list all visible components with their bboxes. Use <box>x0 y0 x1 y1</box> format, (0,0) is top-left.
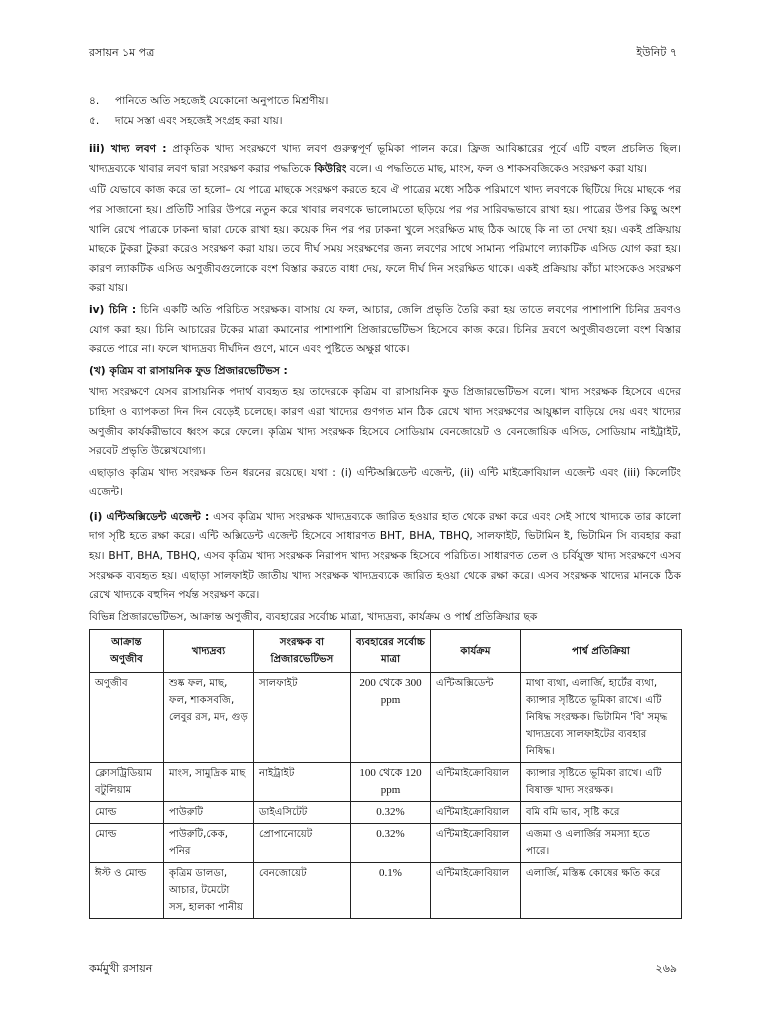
table-cell: এন্টিমাইক্রোবিয়াল <box>431 763 521 802</box>
table-cell: বেনজোয়েট <box>254 863 351 919</box>
table-cell: এলার্জি, মস্তিষ্ক কোষের ক্ষতি করে <box>521 863 682 919</box>
table-cell: 0.1% <box>351 863 431 919</box>
table-cell: ক্যান্সার সৃষ্টিতে ভূমিকা রাখে। এটি বিষাক্ত খাদ্য সংরক্ষক। <box>521 763 682 802</box>
table-row <box>90 863 682 919</box>
table-cell: শুষ্ক ফল, মাছ, ফল, শাকসবজি, লেবুর রস, মদ, গুড় <box>164 673 254 763</box>
table-cell: ডাইএসিটেট <box>254 802 351 824</box>
salt-paragraph <box>89 140 681 179</box>
list-item-number: ৫. <box>89 114 100 127</box>
list-item-text: পানিতে অতি সহজেই যেকোনো অনুপাতে মিশ্রণীয়। <box>115 95 329 107</box>
table-cell: ক্লোসট্রিডিয়াম বটুলিয়াম <box>90 763 164 802</box>
antioxidant-paragraph <box>89 508 681 606</box>
table-cell: মাথা ব্যথা, এলার্জি, হার্টের ব্যথা, ক্যান্সার সৃষ্টিতে ভূমিকা রাখে। এটি নিষিদ্ধ সংরক্ষক। ভিটামিন 'বি' সমৃদ্ধ খাদ্যদ্রব্যে সালফাইটের ব্যবহার নিষিদ্ধ। <box>521 673 682 763</box>
table-cell: মোল্ড <box>90 824 164 863</box>
sugar-text: চিনি একটি অতি পরিচিত সংরক্ষক। বাসায় যে ফল, আচার, জেলি প্রভৃতি তৈরি করা হয় তাতে লবণের পাশাপাশি চিনির দ্রবণও যোগ করা হয়। চিনি আচারের টকের মাত্রা কমানোর পাশাপাশি প্রিজারভেটিভস হিসেবে কাজ করে। চিনির দ্রবণে অণুজীবগুলো বংশ বিস্তার করতে পারে না। ফলে খাদ্যদ্রব্য দীর্ঘদিন গুণে, মানে এবং পুষ্টিতে অক্ষুণ্ণ থাকে। <box>89 303 682 356</box>
table-cell: কৃত্রিম ডালডা, আচার, টমেটো সস, হালকা পানীয় <box>164 863 254 919</box>
table-cell: এন্টিমাইক্রোবিয়াল <box>431 863 521 919</box>
artificial-paragraph: খাদ্য সংরক্ষণে যেসব রাসায়নিক পদার্থ ব্যবহৃত হয় তাদেরকে কৃত্রিম বা রাসায়নিক ফুড প্রিজারভেটিভস বলে। খাদ্য সংরক্ষক হিসেবে এদের চাহিদা ও ব্যাপকতা দিন দিন বেড়েই চলেছে। কারণ এরা খাদ্যের গুণগত মান ঠিক রেখে খাদ্য সংরক্ষণের আয়ুষ্কাল বাড়িয়ে দেয় এবং খাদ্যের অণুজীব কার্যকরীভাবে ধ্বংস করে ফেলে। কৃত্রিম খাদ্য সংরক্ষক হিসেবে সোডিয়াম বেনজোয়েট ও বেনজোয়িক এসিড, সোডিয়াম নাইট্রাইট, সরবেট প্রভৃতি উল্লেখযোগ্য। <box>89 386 681 458</box>
list-item <box>89 92 681 112</box>
antioxidant-heading: (i) এন্টিঅক্সিডেন্ট এজেন্ট : <box>89 510 210 523</box>
curing-term: কিউরিং <box>314 162 347 175</box>
salt-heading: iii) খাদ্য লবণ : <box>89 143 167 156</box>
table-cell: এন্টিমাইক্রোবিয়াল <box>431 802 521 824</box>
table-cell: অণুজীব <box>90 673 164 763</box>
header-cell-microbe: আক্রান্ত অণুজীব <box>90 630 164 673</box>
header-cell-max-dose: ব্যবহারের সর্বোচ্চ মাত্রা <box>351 630 431 673</box>
table-cell: পাউরুটি <box>164 802 254 824</box>
table-cell: 100 থেকে 120 ppm <box>351 763 431 802</box>
table-cell: সালফাইট <box>254 673 351 763</box>
artificial-preservatives-heading: (খ) কৃত্রিম বা রাসায়নিক ফুড প্রিজারভেটিভস : <box>89 364 288 377</box>
sugar-heading: iv) চিনি : <box>89 303 137 316</box>
list-item <box>89 112 681 132</box>
table-row <box>90 802 682 824</box>
table-cell: এন্টিমাইক্রোবিয়াল <box>431 824 521 863</box>
salt-text: প্রাকৃতিক খাদ্য সংরক্ষণে খাদ্য লবণ গুরুত্বপূর্ণ ভূমিকা পালন করে। ফ্রিজ আবিষ্কারের পূর্বে এটি বহুল প্রচলিত ছিল। খাদ্যদ্রব্যকে খাবার লবণ দ্বারা সংরক্ষণ করার পদ্ধতিকে <box>89 143 682 175</box>
page-header <box>89 44 677 62</box>
antioxidant-text: এসব কৃত্রিম খাদ্য সংরক্ষক খাদ্যদ্রব্যকে জারিত হওয়ার হাত থেকে রক্ষা করে এবং সেই সাথে খাদ্যকে তার কালো দাগ সৃষ্টি হতে রক্ষা করে। এন্টি অক্সিডেন্ট এজেন্ট হিসেবে সাধারণত BHT, BHA, TBHQ, সালফাইট, ভিটামিন ই, ভিটামিন সি ব্যবহার করা হয়। BHT, BHA, TBHQ, এসব কৃত্রিম খাদ্য সংরক্ষক নিরাপদ খাদ্য সংরক্ষক হিসেবে পরিচিত। সাধারণত তেল ও চর্বিযুক্ত খাদ্য সংরক্ষণে এসব সংরক্ষক ব্যবহৃত হয়। এছাড়া সালফাইট জাতীয় খাদ্য সংরক্ষক খাদ্যদ্রব্যকে জারিত হওয়া থেকে রক্ষা করে। এসব সংরক্ষক খাদ্যের মানকে ঠিক রেখে খাদ্যকে বহুদিন পর্যন্ত সংরক্ষণ করে। <box>89 510 681 602</box>
page-number: ২৬৯ <box>655 962 677 975</box>
table-cell: ঈস্ট ও মোল্ড <box>90 863 164 919</box>
table-row <box>90 673 682 763</box>
table-cell: 200 থেকে 300 ppm <box>351 673 431 763</box>
preservatives-table <box>89 629 682 919</box>
header-cell-side-effects: পার্শ্ব প্রতিক্রিয়া <box>521 630 682 673</box>
footer-chapter-title: কর্মমুখী রসায়ন <box>89 962 153 975</box>
salt-text-end: বলে। এ পদ্ধতিতে মাছ, মাংস, ফল ও শাকসবজিকেও সংরক্ষণ করা যায়। <box>346 162 648 175</box>
table-cell: এজমা ও এলার্জির সমস্যা হতে পারে। <box>521 824 682 863</box>
table-cell: 0.32% <box>351 824 431 863</box>
table-caption: বিভিন্ন প্রিজারভেটিভস, আক্রান্ত অণুজীব, ব্যবহারের সর্বোচ্চ মাত্রা, খাদ্যদ্রব্য, কার্যক্রম ও পার্শ্ব প্রতিক্রিয়ার ছক <box>89 610 538 623</box>
header-book-title: রসায়ন ১ম পত্র <box>89 46 155 59</box>
list-item-text: দামে সস্তা এবং সহজেই সংগ্রহ করা যায়। <box>115 114 283 127</box>
table-cell: এন্টিঅক্সিডেন্ট <box>431 673 521 763</box>
table-row <box>90 824 682 863</box>
page-footer <box>89 960 677 978</box>
table-cell: মোল্ড <box>90 802 164 824</box>
table-row <box>90 763 682 802</box>
header-cell-function: কার্যক্রম <box>431 630 521 673</box>
table-cell: বমি বমি ভাব, সৃষ্টি করে <box>521 802 682 824</box>
sugar-paragraph <box>89 301 681 360</box>
list-item-number: ৪. <box>89 95 100 107</box>
salt-method-paragraph: এটি যেভাবে কাজ করে তা হলো– যে পাত্রে মাছকে সংরক্ষণ করতে হবে ঐ পাত্রের মধ্যে সঠিক পরিমাণে খাদ্য লবণকে ছিটিয়ে দিয়ে মাছকে পর পর সাজানো হয়। প্রতিটি সারির উপরে নতুন করে খাবার লবণকে ভালোমতো ছড়িয়ে পর পর সারিবদ্ধভাবে রাখা হয়। পাত্রের উপর কিছু অংশ খালি রেখে পাত্রকে ঢাকনা দ্বারা ঢেকে রাখা হয়। কয়েক দিন পর পর ঢাকনা খুলে সংরক্ষিত মাছ ঠিক আছে কি না তা দেখা হয়। একই প্রক্রিয়ায় মাছকে টুকরা টুকরা করেও সংরক্ষণ করা যায়। তবে দীর্ঘ সময় সংরক্ষণের জন্য লবণের সাথে সামান্য পরিমাণে ল্যাকটিক এসিড যোগ করা হয়। কারণ ল্যাকটিক এসিড অণুজীবগুলোকে বংশ বিস্তার করতে বাধা দেয়, ফলে দীর্ঘ দিন সংরক্ষিত থাকে। একই প্রক্রিয়ায় কাঁচা মাংসকেও সংরক্ষণ করা যায়। <box>89 184 681 295</box>
header-unit: ইউনিট ৭ <box>636 46 677 59</box>
header-cell-preservative: সংরক্ষক বা প্রিজারভেটিভস <box>254 630 351 673</box>
table-cell: মাংস, সামুদ্রিক মাছ <box>164 763 254 802</box>
table-cell: পাউরুটি,কেক, পনির <box>164 824 254 863</box>
artificial-types-paragraph: এছাড়াও কৃত্রিম খাদ্য সংরক্ষক তিন ধরনের রয়েছে। যথা : (i) এন্টিঅক্সিডেন্ট এজেন্ট, (ii) এন্টি মাইক্রোবিয়াল এজেন্ট এবং (iii) কিলেটিং এজেন্ট। <box>89 466 681 499</box>
table-cell: নাইট্রাইট <box>254 763 351 802</box>
header-cell-food: খাদ্যদ্রব্য <box>164 630 254 673</box>
page-content <box>89 92 681 919</box>
table-header-row <box>90 630 682 673</box>
table-cell: প্রোপানোয়েট <box>254 824 351 863</box>
table-cell: 0.32% <box>351 802 431 824</box>
